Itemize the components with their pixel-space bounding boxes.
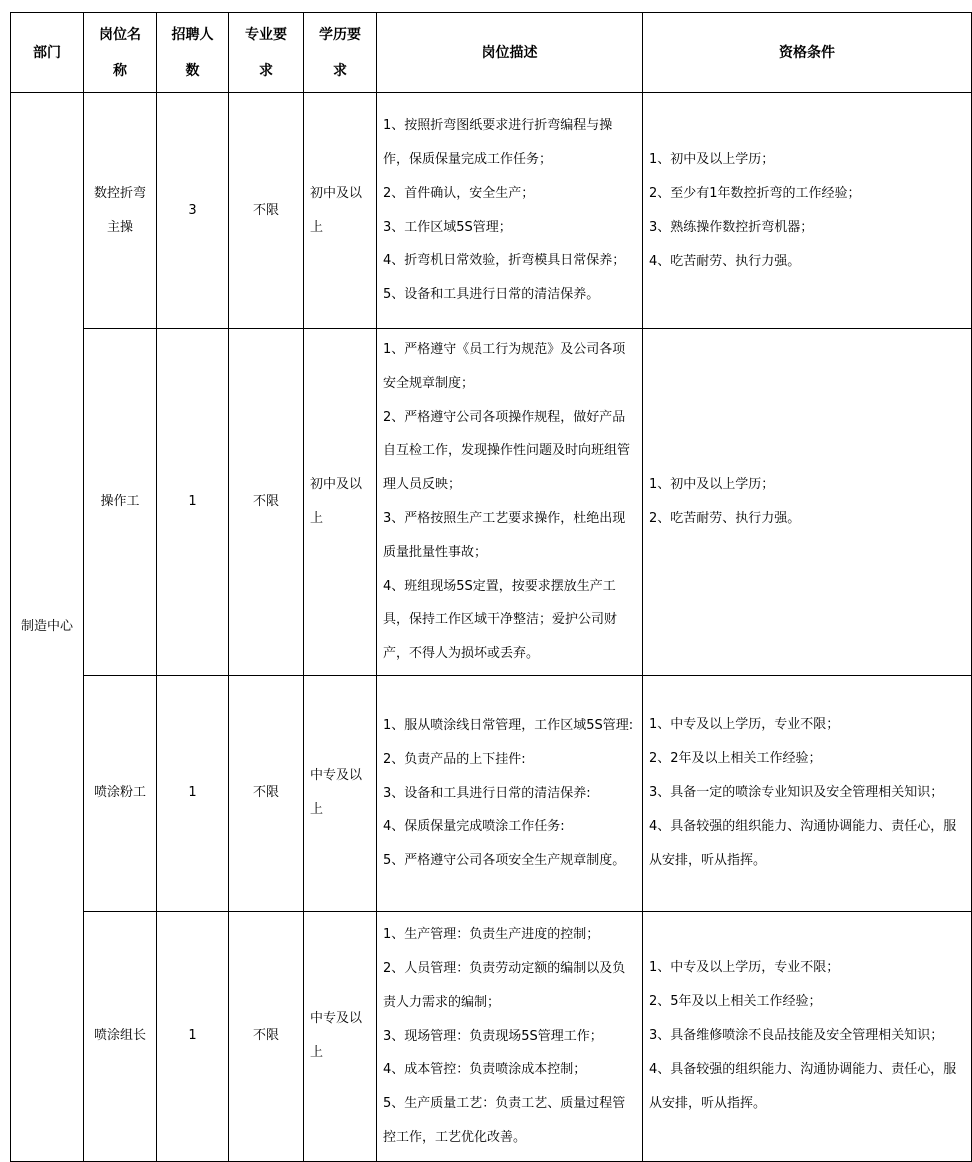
qualifications-cell [643,911,972,1161]
qualifications-cell [643,329,972,676]
education-cell: 初中及以上 [304,329,377,676]
qualification-item: 4、具备较强的组织能力、沟通协调能力、责任心，服从安排，听从指挥。 [649,1062,957,1112]
description-item: 4、折弯机日常效验，折弯模具日常保养； [383,253,626,269]
header-row [11,13,972,93]
qualification-item: 2、吃苦耐劳、执行力强。 [649,510,801,526]
description-item: 5、严格遵守公司各项安全生产规章制度。 [383,853,626,869]
major-cell: 不限 [229,329,304,676]
description-item: 2、人员管理：负责劳动定额的编制以及负责人力需求的编制； [383,960,626,1010]
description-cell [377,911,643,1161]
description-cell [377,675,643,911]
qualifications-cell [643,93,972,329]
position-cell: 数控折弯主操 [84,93,157,329]
headcount-cell: 1 [157,911,229,1161]
education-cell: 初中及以上 [304,93,377,329]
major-cell: 不限 [229,911,304,1161]
qualification-item: 2、5年及以上相关工作经验； [649,994,822,1010]
qualifications-cell [643,675,972,911]
header-education: 学历要求 [304,13,377,93]
table-row [11,911,972,1161]
qualification-item: 3、具备一定的喷涂专业知识及安全管理相关知识； [649,785,944,801]
header-headcount: 招聘人数 [157,13,229,93]
table-row [11,675,972,911]
header-qualifications: 资格条件 [643,13,972,93]
qualification-item: 1、中专及以上学历，专业不限； [649,717,840,733]
description-cell [377,93,643,329]
header-description: 岗位描述 [377,13,643,93]
description-item: 1、服从喷涂线日常管理，工作区域5S管理: [383,717,634,733]
table-row [11,93,972,329]
header-major: 专业要求 [229,13,304,93]
qualification-item: 2、2年及以上相关工作经验； [649,751,822,767]
position-cell: 喷涂组长 [84,911,157,1161]
qualification-item: 4、吃苦耐劳、执行力强。 [649,253,801,269]
description-item: 5、设备和工具进行日常的清洁保养。 [383,287,600,303]
qualification-item: 3、熟练操作数控折弯机器； [649,219,814,235]
education-cell: 中专及以上 [304,911,377,1161]
description-item: 3、现场管理：负责现场5S管理工作； [383,1028,603,1044]
major-cell: 不限 [229,93,304,329]
qualification-item: 4、具备较强的组织能力、沟通协调能力、责任心，服从安排，听从指挥。 [649,819,957,869]
description-item: 2、严格遵守公司各项操作规程，做好产品自互检工作，发现操作性问题及时向班组管理人员反映； [383,409,631,493]
header-dept: 部门 [11,13,84,93]
description-item: 1、按照折弯图纸要求进行折弯编程与操作，保质保量完成工作任务； [383,118,613,167]
description-cell [377,329,643,676]
description-item: 3、严格按照生产工艺要求操作，杜绝出现质量批量性事故； [383,510,626,560]
description-item: 4、成本管控：负责喷涂成本控制； [383,1062,587,1078]
description-item: 3、设备和工具进行日常的清洁保养: [383,785,591,801]
qualification-item: 1、初中及以上学历； [649,151,775,167]
headcount-cell: 3 [157,93,229,329]
description-item: 2、首件确认，安全生产； [383,185,535,201]
description-item: 4、保质保量完成喷涂工作任务: [383,819,565,835]
qualification-item: 1、初中及以上学历； [649,476,775,492]
qualification-item: 2、至少有1年数控折弯的工作经验； [649,185,861,201]
qualification-item: 3、具备维修喷涂不良品技能及安全管理相关知识； [649,1028,944,1044]
table-row [11,329,972,676]
education-cell: 中专及以上 [304,675,377,911]
description-item: 4、班组现场5S定置，按要求摆放生产工具，保持工作区域干净整洁；爱护公司财产，不得人为损坏或丢弃。 [383,578,618,662]
description-item: 1、生产管理：负责生产进度的控制； [383,927,600,943]
major-cell: 不限 [229,675,304,911]
position-cell: 操作工 [84,329,157,676]
description-item: 1、严格遵守《员工行为规范》及公司各项安全规章制度； [383,342,626,391]
job-openings-table [10,12,972,1162]
headcount-cell: 1 [157,675,229,911]
department-cell: 制造中心 [11,93,84,1162]
headcount-cell: 1 [157,329,229,676]
description-item: 3、工作区域5S管理； [383,219,512,235]
description-item: 5、生产质量工艺：负责工艺、质量过程管控工作，工艺优化改善。 [383,1096,626,1145]
description-item: 2、负责产品的上下挂件: [383,751,526,767]
header-position: 岗位名称 [84,13,157,93]
position-cell: 喷涂粉工 [84,675,157,911]
qualification-item: 1、中专及以上学历，专业不限； [649,960,840,976]
